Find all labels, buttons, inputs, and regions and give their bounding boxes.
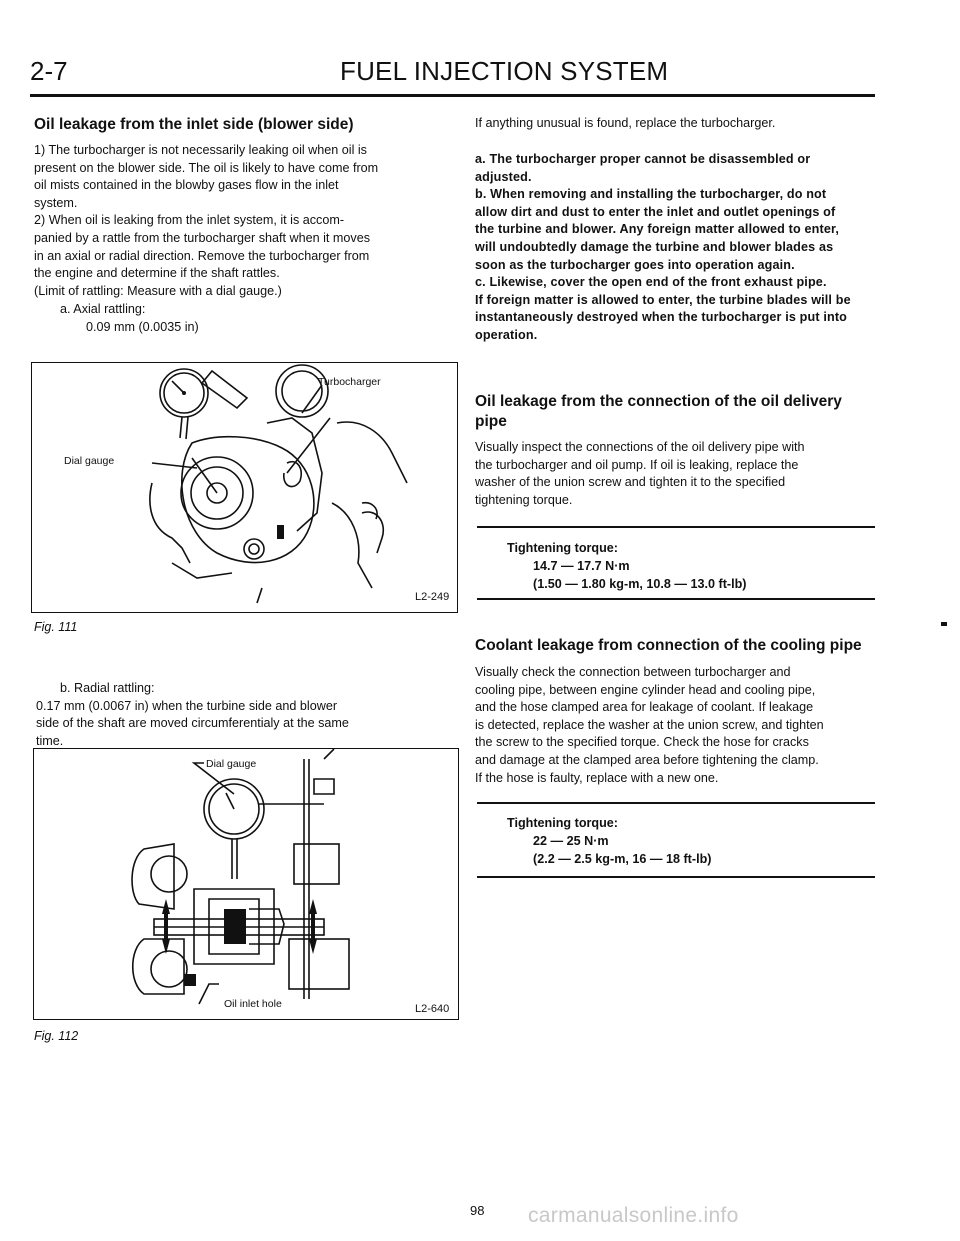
text-line: oil mists contained in the blowby gases flow in the inlet [34, 178, 339, 193]
turbocharger-drawing [32, 363, 457, 612]
figure-111 [31, 362, 458, 613]
text-line: c. Likewise, cover the open end of the front exhaust pipe. [475, 275, 827, 290]
text-line: system. [34, 195, 78, 210]
torque-bottom-rule [477, 876, 875, 878]
figure-code: L2-640 [415, 1003, 450, 1015]
text-line: will undoubtedly damage the turbine and blower blades as [475, 239, 834, 254]
inlet-leak-heading: Oil leakage from the inlet side (blower side) [34, 116, 354, 133]
text-line: in an axial or radial direction. Remove the turbocharger from [34, 248, 370, 263]
dial-gauge-label: Dial gauge [64, 455, 115, 467]
text-line: b. Radial rattling: [60, 681, 155, 695]
dial-gauge-label: Dial gauge [206, 758, 257, 770]
text-line: the turbocharger and oil pump. If oil is leaking, replace the [475, 457, 799, 472]
text-line: If foreign matter is allowed to enter, the turbine blades will be [475, 292, 851, 307]
page-number: 98 [470, 1203, 485, 1218]
header-rule [30, 94, 875, 97]
text-line: washer of the union screw and tighten it to the specified [475, 475, 786, 490]
text-line: is detected, replace the washer at the union screw, and tighten [475, 717, 824, 732]
text-line: panied by a rattle from the turbocharger shaft when it moves [34, 230, 371, 245]
turbocharger-label: Turbocharger [318, 376, 381, 388]
torque-value-alt: (1.50 — 1.80 kg-m, 10.8 — 13.0 ft-lb) [533, 577, 747, 591]
text-line: b. When removing and installing the turbocharger, do not [475, 187, 827, 202]
torque-spec-cooling-pipe [507, 814, 711, 868]
text-line: adjusted. [475, 169, 532, 184]
text-line: soon as the turbocharger goes into operation again. [475, 257, 795, 272]
text-line: 2) When oil is leaking from the inlet system, it is accom- [34, 213, 345, 228]
text-line: allow dirt and dust to enter the inlet and outlet openings of [475, 204, 836, 219]
turbo-cross-section-drawing [34, 749, 458, 1019]
watermark: carmanualsonline.info [528, 1204, 739, 1227]
text-line: the engine and determine if the shaft rattles. [34, 266, 280, 281]
text-line: present on the blower side. The oil is likely to have come from [34, 160, 379, 175]
text-line: instantaneously destroyed when the turbocharger is put into [475, 310, 848, 325]
torque-label: Tightening torque: [507, 816, 618, 830]
replace-note: If anything unusual is found, replace the turbocharger. [475, 116, 776, 130]
text-line: If the hose is faulty, replace with a new one. [475, 770, 719, 785]
text-line: the turbine and blower. Any foreign matter allowed to enter, [475, 222, 840, 237]
heading-line: Oil leakage from the connection of the oil delivery [475, 393, 842, 410]
text-line: 0.17 mm (0.0067 in) when the turbine side and blower [36, 698, 338, 713]
oil-pipe-heading [475, 392, 842, 432]
text-line: cooling pipe, between engine cylinder head and cooling pipe, [475, 682, 816, 697]
margin-mark [941, 622, 947, 626]
axial-value: 0.09 mm (0.0035 in) [86, 320, 199, 334]
text-line: Visually inspect the connections of the oil delivery pipe with [475, 440, 805, 454]
text-line: tightening torque. [475, 492, 573, 507]
text-line: the screw to the specified torque. Check the hose for cracks [475, 735, 809, 750]
text-line: and damage at the clamped area before tightening the clamp. [475, 752, 819, 767]
text-line: operation. [475, 327, 538, 342]
torque-top-rule [477, 526, 875, 528]
inlet-leak-text [34, 142, 459, 300]
text-line: time. [36, 733, 64, 748]
axial-label: a. Axial rattling: [60, 302, 146, 316]
figure-112 [33, 748, 459, 1020]
text-line: (Limit of rattling: Measure with a dial gauge.) [34, 283, 282, 298]
text-line: 1) The turbocharger is not necessarily leaking oil when oil is [34, 143, 367, 157]
oil-inlet-hole-label: Oil inlet hole [224, 998, 282, 1010]
coolant-text [475, 664, 877, 787]
figure-111-caption: Fig. 111 [34, 620, 78, 634]
figure-112-caption: Fig. 112 [34, 1029, 79, 1043]
radial-text [36, 680, 460, 750]
torque-bottom-rule [477, 598, 875, 600]
text-line: a. The turbocharger proper cannot be disassembled or [475, 152, 811, 166]
torque-label: Tightening torque: [507, 541, 618, 555]
coolant-heading: Coolant leakage from connection of the cooling pipe [475, 637, 862, 654]
heading-line: pipe [475, 413, 507, 430]
torque-spec-oil-pipe [507, 539, 746, 593]
text-line: and the hose clamped area for leakage of coolant. If leakage [475, 700, 814, 715]
torque-value-alt: (2.2 — 2.5 kg-m, 16 — 18 ft-lb) [533, 852, 712, 866]
torque-top-rule [477, 802, 875, 804]
torque-value-nm: 22 — 25 N·m [533, 834, 609, 848]
text-line: Visually check the connection between turbocharger and [475, 665, 791, 679]
page-title: FUEL INJECTION SYSTEM [340, 56, 669, 86]
text-line: side of the shaft are moved circumferentialy at the same [36, 716, 349, 731]
oil-pipe-text [475, 439, 875, 509]
section-number: 2-7 [30, 56, 68, 86]
figure-code: L2-249 [415, 591, 450, 603]
caution-notes [475, 151, 875, 345]
torque-value-nm: 14.7 — 17.7 N·m [533, 559, 630, 573]
